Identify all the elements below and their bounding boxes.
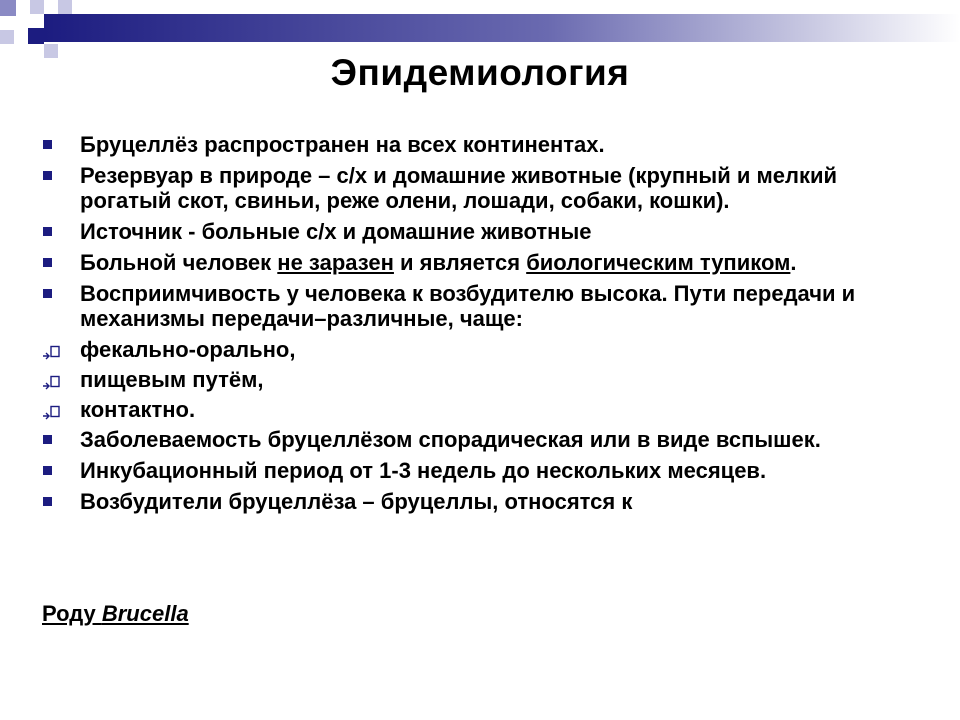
underlined-term: не заразен: [277, 250, 394, 275]
list-item-text: Заболеваемость бруцеллёзом спорадическая или в виде вспышек.: [80, 427, 821, 452]
list-item: [0, 250, 960, 275]
list-item-text: Возбудители бруцеллёза – бруцеллы, относятся к: [80, 489, 633, 514]
list-item-text: Источник - больные с/х и домашние животные: [80, 219, 592, 244]
text-fragment: .: [790, 250, 797, 275]
list-item: [0, 427, 960, 452]
square-bullet-icon: [43, 258, 52, 267]
list-item: [0, 163, 960, 213]
deco-square-4: [14, 16, 30, 32]
list-item-text: Бруцеллёз распространен на всех континентах.: [80, 132, 605, 157]
square-bullet-icon: [43, 289, 52, 298]
list-item-text: Восприимчивость у человека к возбудителю высока. Пути передачи и механизмы передачи–различные, чаще:: [80, 281, 856, 331]
deco-square-2: [30, 0, 44, 14]
deco-square-6: [28, 28, 44, 44]
deco-square-5: [0, 30, 14, 44]
list-item-text: Резервуар в природе – с/х и домашние животные (крупный и мелкий рогатый скот, свиньи, реже олени, лошади, собаки, кошки).: [80, 163, 838, 213]
text-fragment: и является: [393, 250, 527, 275]
sub-list-item: [0, 367, 960, 392]
list-item-text: пищевым путём,: [80, 367, 264, 392]
square-bullet-icon: [43, 140, 52, 149]
text-fragment: Больной человек: [80, 250, 278, 275]
sub-list-item: [0, 337, 960, 362]
hollow-arrow-bullet-icon: [42, 341, 64, 357]
deco-square-3: [58, 0, 72, 14]
hollow-arrow-bullet-icon: [42, 371, 64, 387]
list-item: [0, 281, 960, 331]
square-bullet-icon: [43, 171, 52, 180]
list-item-text: фекально-орально,: [80, 337, 296, 362]
sub-list-item: [0, 397, 960, 422]
list-item: [0, 458, 960, 483]
hollow-arrow-bullet-icon: [42, 401, 64, 417]
list-item-text: Инкубационный период от 1-3 недель до нескольких месяцев.: [80, 458, 767, 483]
list-item: [0, 219, 960, 244]
slide-title: Эпидемиология: [330, 52, 630, 93]
list-item: [0, 132, 960, 157]
header-decoration: [0, 0, 960, 60]
header-gradient-bar: [44, 14, 960, 42]
list-item: [0, 489, 960, 514]
genus-line: [42, 601, 189, 627]
list-item-text: [80, 250, 797, 275]
square-bullet-icon: [43, 227, 52, 236]
underlined-term: биологическим тупиком: [526, 250, 791, 275]
genus-name: Brucella: [101, 601, 189, 626]
bullet-list: [0, 132, 960, 520]
list-item-text: контактно.: [80, 397, 196, 422]
genus-prefix: Роду: [42, 601, 102, 626]
square-bullet-icon: [43, 435, 52, 444]
deco-square-1: [0, 0, 16, 16]
square-bullet-icon: [43, 466, 52, 475]
square-bullet-icon: [43, 497, 52, 506]
